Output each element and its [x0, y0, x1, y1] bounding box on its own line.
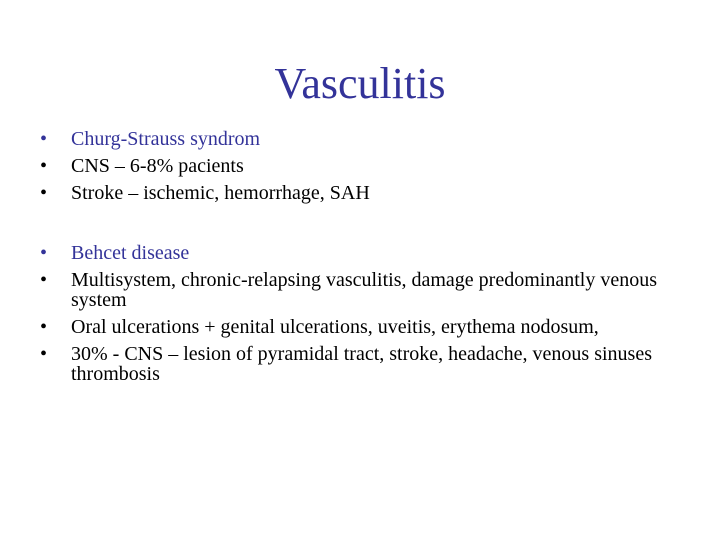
bullet-item	[40, 156, 670, 176]
bullet-marker: •	[40, 182, 48, 204]
bullet-marker: •	[40, 316, 48, 338]
bullet-text: 30% - CNS – lesion of pyramidal tract, stroke, headache, venous sinuses thrombosis	[71, 343, 652, 385]
bullet-item	[40, 183, 670, 203]
bullet-marker: •	[40, 269, 48, 291]
bullet-text: Oral ulcerations + genital ulcerations, uveitis, erythema nodosum,	[71, 316, 599, 338]
bullet-marker: •	[40, 343, 48, 365]
bullet-item	[40, 129, 670, 149]
bullet-marker: •	[40, 155, 48, 177]
bullet-text: Behcet disease	[71, 242, 190, 264]
bullet-item	[40, 270, 670, 310]
bullet-text: Stroke – ischemic, hemorrhage, SAH	[71, 182, 370, 204]
bullet-item	[40, 344, 670, 384]
bullet-text: Multisystem, chronic-relapsing vasculitis, damage predominantly venous system	[71, 269, 657, 311]
bullet-list-syndrom	[40, 129, 670, 210]
slide-title: Vasculitis	[274, 59, 446, 108]
bullet-item	[40, 243, 670, 263]
bullet-list-behcet	[40, 243, 670, 391]
bullet-text: CNS – 6-8% pacients	[71, 155, 244, 177]
bullet-marker: •	[40, 128, 48, 150]
bullet-text: Churg-Strauss syndrom	[71, 128, 261, 150]
bullet-marker: •	[40, 242, 48, 264]
bullet-item	[40, 317, 670, 337]
